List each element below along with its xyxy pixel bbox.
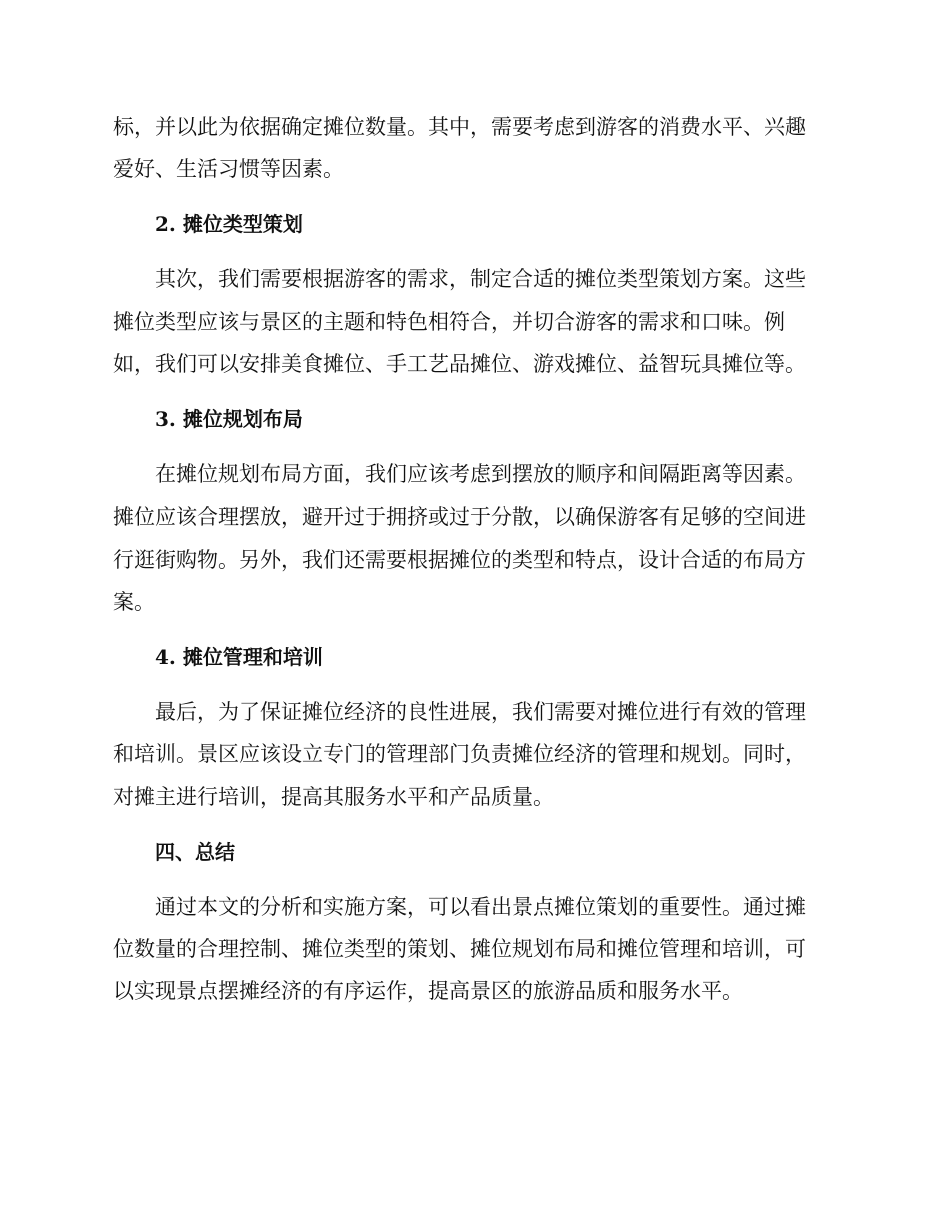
paragraph-line: 位数量的合理控制、摊位类型的策划、摊位规划布局和摊位管理和培训，可 xyxy=(113,937,806,961)
section-heading: 2. 摊位类型策划 xyxy=(155,212,303,236)
paragraph-line: 爱好、生活习惯等因素。 xyxy=(113,157,344,181)
paragraph-line: 和培训。景区应该设立专门的管理部门负责摊位经济的管理和规划。同时， xyxy=(113,742,806,766)
paragraph-line: 最后，为了保证摊位经济的良性进展，我们需要对摊位进行有效的管理 xyxy=(155,700,806,724)
section-heading: 3. 摊位规划布局 xyxy=(155,407,303,431)
paragraph-line: 以实现景点摆摊经济的有序运作，提高景区的旅游品质和服务水平。 xyxy=(113,979,743,1003)
paragraph-line: 其次，我们需要根据游客的需求，制定合适的摊位类型策划方案。这些 xyxy=(155,267,806,291)
paragraph-line: 行逛街购物。另外，我们还需要根据摊位的类型和特点，设计合适的布局方 xyxy=(113,548,806,572)
section-heading: 4. 摊位管理和培训 xyxy=(155,645,323,669)
section-heading: 四、总结 xyxy=(155,840,235,864)
paragraph-line: 标，并以此为依据确定摊位数量。其中，需要考虑到游客的消费水平、兴趣 xyxy=(113,115,806,139)
paragraph-line: 摊位应该合理摆放，避开过于拥挤或过于分散，以确保游客有足够的空间进 xyxy=(113,505,806,529)
paragraph-line: 在摊位规划布局方面，我们应该考虑到摆放的顺序和间隔距离等因素。 xyxy=(155,462,806,486)
paragraph-line: 对摊主进行培训，提高其服务水平和产品质量。 xyxy=(113,785,554,809)
paragraph-line: 案。 xyxy=(113,590,155,614)
paragraph-line: 如，我们可以安排美食摊位、手工艺品摊位、游戏摊位、益智玩具摊位等。 xyxy=(113,352,806,376)
paragraph-line: 摊位类型应该与景区的主题和特色相符合，并切合游客的需求和口味。例 xyxy=(113,310,785,334)
paragraph-line: 通过本文的分析和实施方案，可以看出景点摊位策划的重要性。通过摊 xyxy=(155,895,806,919)
